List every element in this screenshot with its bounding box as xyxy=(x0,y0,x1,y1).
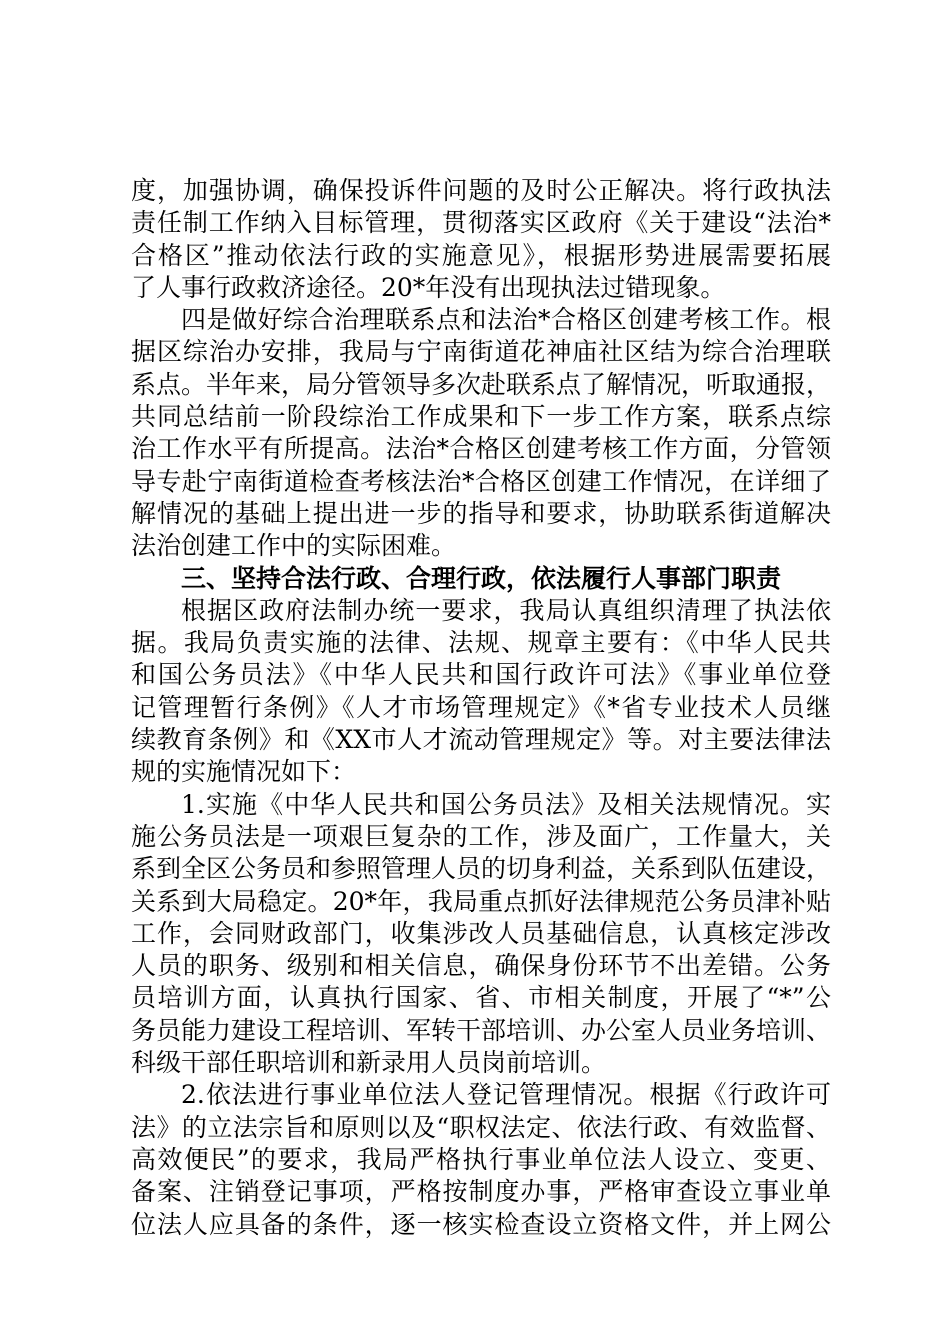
text-line: 合格区”推动依法行政的实施意见》，根据形势进展需要拓展 xyxy=(131,240,831,270)
text-line: 工作，会同财政部门，收集涉改人员基础信息，认真核定涉改 xyxy=(131,918,831,948)
text-line: 导专赴宁南街道检查考核法治*合格区创建工作情况，在详细了 xyxy=(131,466,831,496)
text-line: 人员的职务、级别和相关信息，确保身份环节不出差错。公务 xyxy=(131,951,831,981)
text-line: 施公务员法是一项艰巨复杂的工作，涉及面广，工作量大，关 xyxy=(131,821,831,851)
text-line: 位法人应具备的条件，逐一核实检查设立资格文件，并上网公 xyxy=(131,1209,831,1239)
text-line: 高效便民”的要求，我局严格执行事业单位法人设立、变更、 xyxy=(131,1144,831,1174)
text-line: 备案、注销登记事项，严格按制度办事，严格审查设立事业单 xyxy=(131,1177,831,1207)
paragraph-compliance-continued xyxy=(131,175,831,304)
section-heading-text: 三、坚持合法行政、合理行政，依法履行人事部门职责 xyxy=(181,563,782,593)
text-line: 共同总结前一阶段综治工作成果和下一步工作方案，联系点综 xyxy=(131,402,831,432)
text-line: 四是做好综合治理联系点和法治*合格区创建考核工作。根 xyxy=(181,305,831,335)
text-line: 2.依法进行事业单位法人登记管理情况。根据《行政许可 xyxy=(181,1080,831,1110)
text-line: 续教育条例》和《XX市人才流动管理规定》等。对主要法律法 xyxy=(131,725,831,755)
text-line: 记管理暂行条例》《人才市场管理规定》《*省专业技术人员继 xyxy=(131,692,831,722)
text-line: 1.实施《中华人民共和国公务员法》及相关法规情况。实 xyxy=(181,789,831,819)
text-line: 据。我局负责实施的法律、法规、规章主要有：《中华人民共 xyxy=(131,628,831,658)
text-line: 规的实施情况如下： xyxy=(131,757,357,787)
section-heading xyxy=(131,563,831,595)
text-line: 务员能力建设工程培训、军转干部培训、办公室人员业务培训、 xyxy=(131,1015,832,1045)
text-line: 治工作水平有所提高。法治*合格区创建考核工作方面，分管领 xyxy=(131,434,831,464)
text-line: 责任制工作纳入目标管理，贯彻落实区政府《关于建设“法治* xyxy=(131,208,831,238)
text-line: 科级干部任职培训和新录用人员岗前培训。 xyxy=(131,1048,607,1078)
paragraph-civil-servant-law xyxy=(131,789,831,1080)
text-line: 据区综治办安排，我局与宁南街道花神庙社区结为综合治理联 xyxy=(131,337,831,367)
paragraph-institution-registration xyxy=(131,1079,831,1240)
text-line: 解情况的基础上提出进一步的指导和要求，协助联系街道解决 xyxy=(131,498,831,528)
paragraph-legal-basis xyxy=(131,595,831,789)
document-page xyxy=(131,175,831,1241)
text-line: 根据区政府法制办统一要求，我局认真组织清理了执法依 xyxy=(181,595,831,625)
text-line: 关系到大局稳定。20*年，我局重点抓好法律规范公务员津补贴 xyxy=(131,886,831,916)
text-line: 系点。半年来，局分管领导多次赴联系点了解情况，听取通报， xyxy=(131,369,832,399)
text-line: 员培训方面，认真执行国家、省、市相关制度，开展了“*”公 xyxy=(131,983,831,1013)
text-line: 系到全区公务员和参照管理人员的切身利益，关系到队伍建设， xyxy=(131,854,832,884)
text-line: 和国公务员法》《中华人民共和国行政许可法》《事业单位登 xyxy=(131,660,831,690)
text-line: 法治创建工作中的实际困难。 xyxy=(131,531,457,561)
text-line: 法》的立法宗旨和原则以及“职权法定、依法行政、有效监督、 xyxy=(131,1112,831,1142)
text-line: 了人事行政救济途径。20*年没有出现执法过错现象。 xyxy=(131,272,726,302)
paragraph-comprehensive-governance xyxy=(131,304,831,562)
text-line: 度，加强协调，确保投诉件问题的及时公正解决。将行政执法 xyxy=(131,176,831,205)
